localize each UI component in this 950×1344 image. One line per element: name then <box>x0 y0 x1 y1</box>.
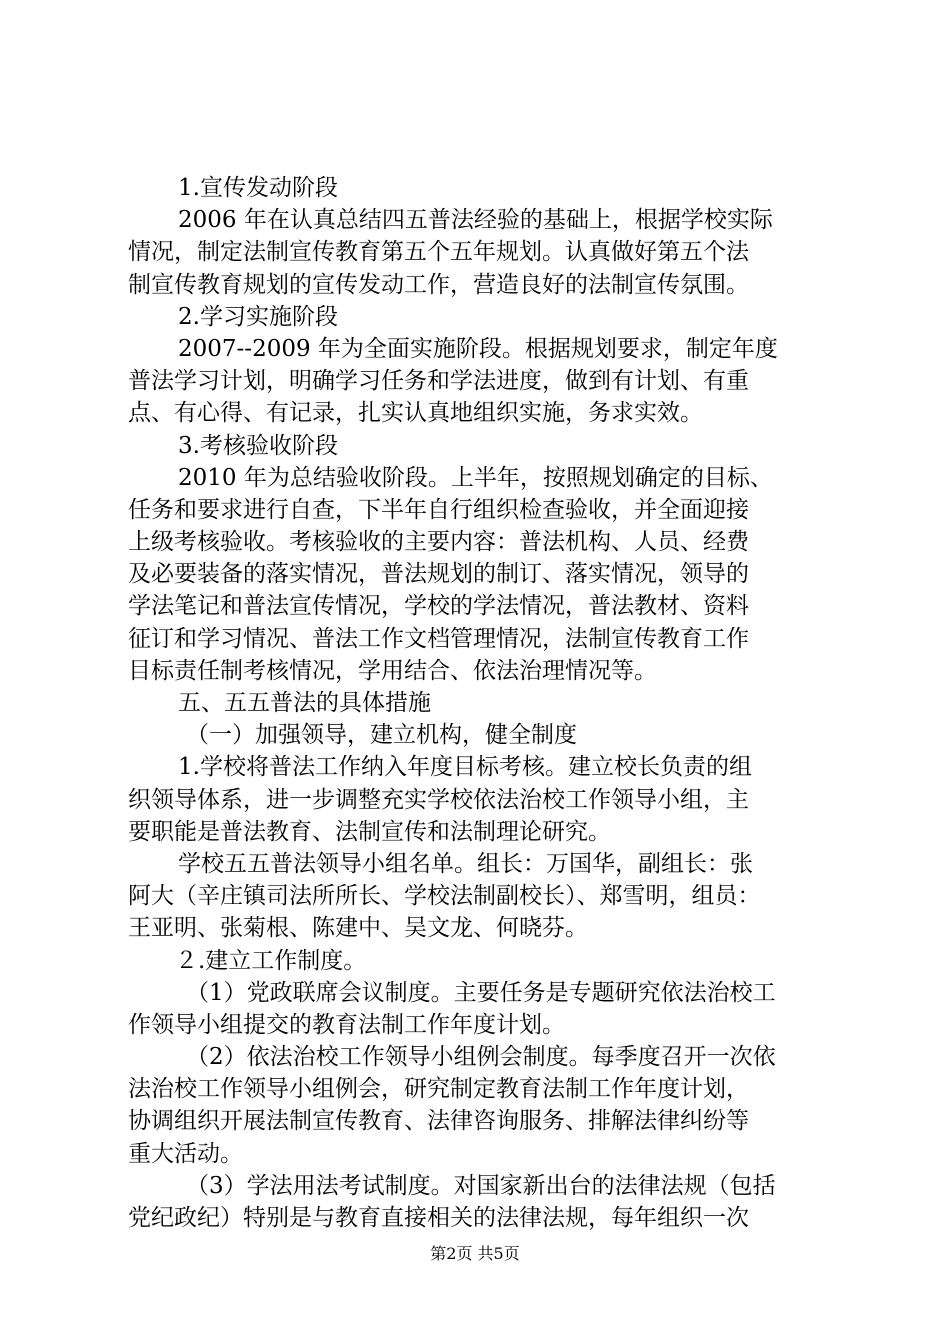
text-line: 及必要装备的落实情况，普法规划的制订、落实情况，领导的 <box>128 561 749 588</box>
text-line: 2007--2009 年为全面实施阶段。根据规划要求，制定年度 <box>178 335 778 362</box>
text-line: 制宣传教育规划的宣传发动工作，营造良好的法制宣传氛围。 <box>128 271 749 298</box>
text-line: （1）党政联席会议制度。主要任务是专题研究依法治校工 <box>186 979 776 1006</box>
text-line: （2）依法治校工作领导小组例会制度。每季度召开一次依 <box>186 1044 776 1071</box>
text-line: 学校五五普法领导小组名单。组长：万国华，副组长：张 <box>178 850 753 877</box>
text-line: （3）学法用法考试制度。对国家新出台的法律法规（包括 <box>186 1172 776 1199</box>
text-line: 普法学习计划，明确学习任务和学法进度，做到有计划、有重 <box>128 368 749 395</box>
text-line: 情况，制定法制宣传教育第五个五年规划。认真做好第五个法 <box>128 239 749 266</box>
text-line: 征订和学习情况、普法工作文档管理情况，法制宣传教育工作 <box>128 625 749 652</box>
text-line: 作领导小组提交的教育法制工作年度计划。 <box>128 1011 565 1038</box>
text-line: 阿大（辛庄镇司法所所长、学校法制副校长）、郑雪明，组员： <box>128 883 761 910</box>
text-line: 协调组织开展法制宣传教育、法律咨询服务、排解法律纠纷等 <box>128 1108 749 1135</box>
text-line: 2010 年为总结验收阶段。上半年，按照规划确定的目标、 <box>178 464 773 491</box>
page-number-footer: 第2页 共5页 <box>430 1244 520 1263</box>
text-line: ２.建立工作制度。 <box>175 947 367 974</box>
text-line: 织领导体系，进一步调整充实学校依法治校工作领导小组，主 <box>128 786 749 813</box>
text-line: 要职能是普法教育、法制宣传和法制理论研究。 <box>128 818 611 845</box>
text-line: 2.学习实施阶段 <box>178 303 338 330</box>
section-heading: 五、五五普法的具体措施 <box>178 690 431 716</box>
text-line: 目标责任制考核情况，学用结合、依法治理情况等。 <box>128 657 657 684</box>
text-line: 重大活动。 <box>128 1140 243 1167</box>
text-line: 党纪政纪）特别是与教育直接相关的法律法规，每年组织一次 <box>128 1205 749 1231</box>
text-line: 2006 年在认真总结四五普法经验的基础上，根据学校实际 <box>178 207 773 234</box>
text-line: 任务和要求进行自查，下半年自行组织检查验收，并全面迎接 <box>128 496 749 523</box>
text-line: 学法笔记和普法宣传情况，学校的学法情况，普法教材、资料 <box>128 593 749 620</box>
text-line: 法治校工作领导小组例会，研究制定教育法制工作年度计划， <box>128 1076 749 1103</box>
subsection-heading: （一）加强领导，建立机构，健全制度 <box>186 722 577 749</box>
text-line: 点、有心得、有记录，扎实认真地组织实施，务求实效。 <box>128 400 703 427</box>
text-line: 1.学校将普法工作纳入年度目标考核。建立校长负责的组 <box>178 754 752 781</box>
text-line: 1.宣传发动阶段 <box>178 175 338 201</box>
text-line: 王亚明、张菊根、陈建中、吴文龙、何晓芬。 <box>128 915 588 942</box>
text-line: 3.考核验收阶段 <box>178 432 338 459</box>
document-body <box>128 172 833 1234</box>
text-line: 上级考核验收。考核验收的主要内容：普法机构、人员、经费 <box>128 529 749 556</box>
